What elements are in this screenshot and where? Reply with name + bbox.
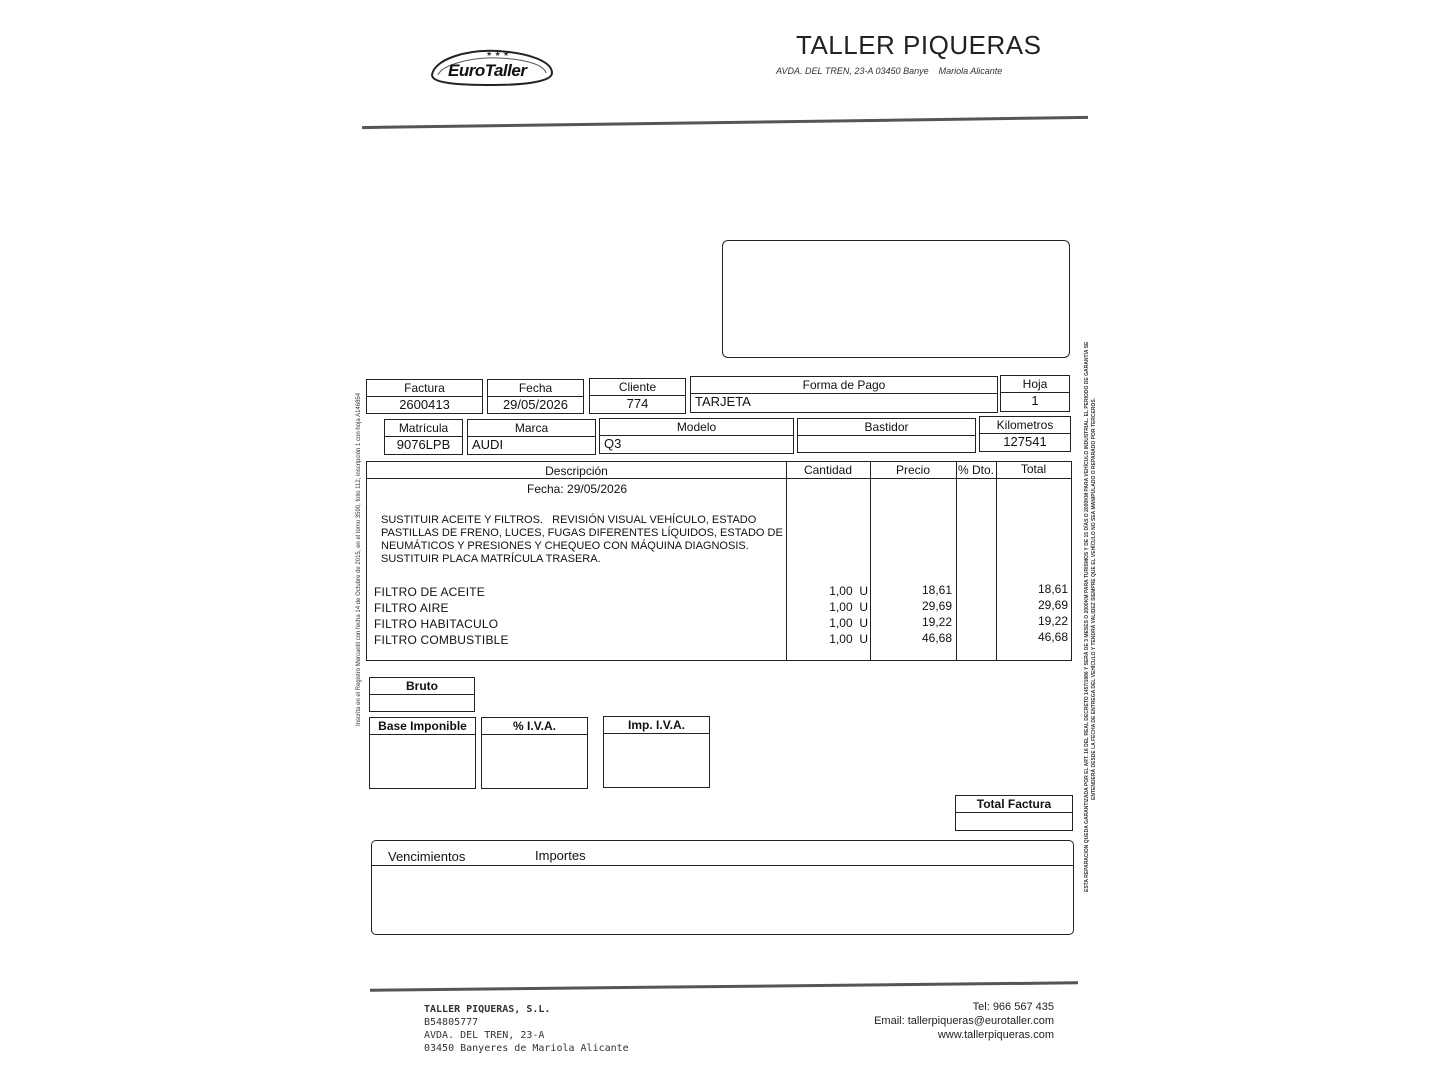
vencimientos-divider — [372, 865, 1073, 866]
cliente-label: Cliente — [590, 379, 685, 396]
item-qty: 1,00 U — [829, 600, 868, 614]
forma-pago-label: Forma de Pago — [691, 377, 997, 394]
modelo-value: Q3 — [604, 436, 622, 451]
iva-pct-cell — [481, 717, 588, 789]
company-name: TALLER PIQUERAS — [796, 30, 1042, 60]
base-imponible-cell — [369, 717, 476, 789]
footer-company: TALLER PIQUERAS, S.L. — [424, 1004, 551, 1015]
customer-address-box — [722, 240, 1070, 358]
col-divider-3 — [956, 462, 957, 660]
fecha-label: Fecha — [488, 380, 583, 397]
footer-rule — [370, 981, 1078, 991]
footer-tel: Tel: 966 567 435 — [972, 1001, 1054, 1013]
marca-value: AUDI — [472, 437, 504, 452]
total-factura-label: Total Factura — [956, 796, 1072, 813]
item-price: 29,69 — [921, 599, 952, 613]
logo-text: EuroTaller — [448, 61, 527, 80]
work-description-line: SUSTITUIR ACEITE Y FILTROS. REVISIÓN VISUAL VEHÍCULO, ESTADO — [381, 514, 757, 526]
item-price: 18,61 — [921, 583, 952, 597]
hoja-label: Hoja — [1001, 376, 1069, 393]
forma-pago-cell — [690, 376, 998, 413]
imp-iva-cell — [603, 716, 710, 788]
col-dto-header: % Dto. — [957, 463, 994, 477]
hoja-cell — [1000, 375, 1070, 412]
svg-text:★ ★ ★: ★ ★ ★ — [486, 50, 510, 58]
item-price: 19,22 — [921, 615, 952, 629]
company-address: AVDA. DEL TREN, 23-A 03450 Banye Mariola Alicante — [776, 66, 1003, 76]
forma-pago-value: TARJETA — [695, 394, 751, 409]
footer-cif: B54805777 — [424, 1017, 479, 1028]
km-cell — [979, 416, 1071, 452]
iva-pct-label: % I.V.A. — [482, 718, 587, 735]
imp-iva-label: Imp. I.V.A. — [604, 717, 709, 734]
bruto-cell — [369, 677, 475, 712]
factura-value: 2600413 — [399, 397, 450, 412]
item-desc: FILTRO COMBUSTIBLE — [374, 633, 509, 647]
col-precio-header: Precio — [895, 463, 930, 477]
lines-header-divider — [367, 478, 1071, 479]
bastidor-cell — [797, 418, 976, 453]
col-divider-1 — [786, 462, 787, 660]
legal-warranty-text-1: ESTA REPARACION QUEDA GARANTIZADA POR EL ART. 16 DEL REAL DECRETO 1457/1986 Y SERÁ DE 3 MESES O 2000KM PARA TURISMOS Y DE 15 DÍAS O 2000KM PARA VEHÍCULO INDUSTRIAL. EL PERIODO DE GARANTÍA SE — [1084, 341, 1090, 892]
col-total-header: Total — [1020, 462, 1047, 476]
lines-table — [366, 461, 1072, 661]
footer-web: www.tallerpiqueras.com — [937, 1029, 1054, 1041]
header-rule — [362, 116, 1088, 129]
work-description — [381, 514, 783, 566]
factura-label: Factura — [367, 380, 482, 397]
item-total: 29,69 — [1037, 598, 1068, 612]
marca-label: Marca — [468, 420, 595, 437]
col-divider-2 — [870, 462, 871, 660]
modelo-label: Modelo — [600, 419, 793, 436]
matricula-label: Matrícula — [385, 420, 462, 437]
km-value: 127541 — [1003, 434, 1047, 449]
item-desc: FILTRO AIRE — [374, 601, 449, 615]
factura-cell — [366, 379, 483, 414]
col-cantidad-header: Cantidad — [803, 463, 853, 477]
item-total: 46,68 — [1037, 630, 1068, 644]
work-description-line: PASTILLAS DE FRENO, LUCES, FUGAS DIFERENTES LÍQUIDOS, ESTADO DE — [381, 527, 783, 539]
matricula-cell — [384, 419, 463, 455]
fecha-value: 29/05/2026 — [502, 397, 569, 412]
work-description-line: SUSTITUIR PLACA MATRÍCULA TRASERA. — [381, 553, 601, 565]
importes-label: Importes — [535, 848, 586, 863]
vencimientos-box — [371, 840, 1074, 935]
cliente-value: 774 — [626, 396, 649, 411]
base-imponible-label: Base Imponible — [370, 718, 475, 735]
item-total: 18,61 — [1037, 582, 1068, 596]
item-qty: 1,00 U — [829, 616, 868, 630]
item-total: 19,22 — [1037, 614, 1068, 628]
item-desc: FILTRO DE ACEITE — [374, 585, 485, 599]
total-factura-cell — [955, 795, 1073, 831]
legal-warranty-text-2: ENTENDERÁ DESDE LA FECHA DE ENTREGA DEL VEHÍCULO Y TENDRÁ VALIDEZ SIEMPRE QUE EL VEHÍCULO NO SEA MANIPULADO O REPARADO POR TERCEROS. — [1091, 397, 1097, 800]
marca-cell — [467, 419, 596, 455]
footer-address: AVDA. DEL TREN, 23-A — [424, 1030, 545, 1041]
cliente-cell — [589, 378, 686, 414]
lines-fecha: Fecha: 29/05/2026 — [527, 482, 628, 496]
item-desc: FILTRO HABITACULO — [374, 617, 499, 631]
footer-email: Email: tallerpiqueras@eurotaller.com — [874, 1015, 1054, 1027]
item-price: 46,68 — [921, 631, 952, 645]
bastidor-label: Bastidor — [798, 419, 975, 436]
modelo-cell — [599, 418, 794, 454]
item-qty: 1,00 U — [829, 632, 868, 646]
col-descripcion-header: Descripción — [545, 464, 608, 478]
eurotaller-logo — [428, 45, 556, 87]
footer-city: 03450 Banyeres de Mariola Alicante — [424, 1043, 629, 1054]
bruto-label: Bruto — [370, 678, 474, 695]
km-label: Kilometros — [980, 417, 1070, 434]
hoja-value: 1 — [1031, 393, 1039, 408]
work-description-line: NEUMÁTICOS Y PRESIONES Y CHEQUEO CON MÁQUINA DIAGNOSIS. — [381, 540, 749, 552]
legal-registry-text: Inscrita en el Registro Mercantil con fecha 14 de Octubre de 2015, en el tomo 3590, folio 112, inscripción 1 con hoja A146854 — [356, 392, 362, 726]
fecha-cell — [487, 379, 584, 414]
vencimientos-label: Vencimientos — [388, 849, 466, 864]
matricula-value: 9076LPB — [396, 437, 451, 452]
item-qty: 1,00 U — [829, 584, 868, 598]
